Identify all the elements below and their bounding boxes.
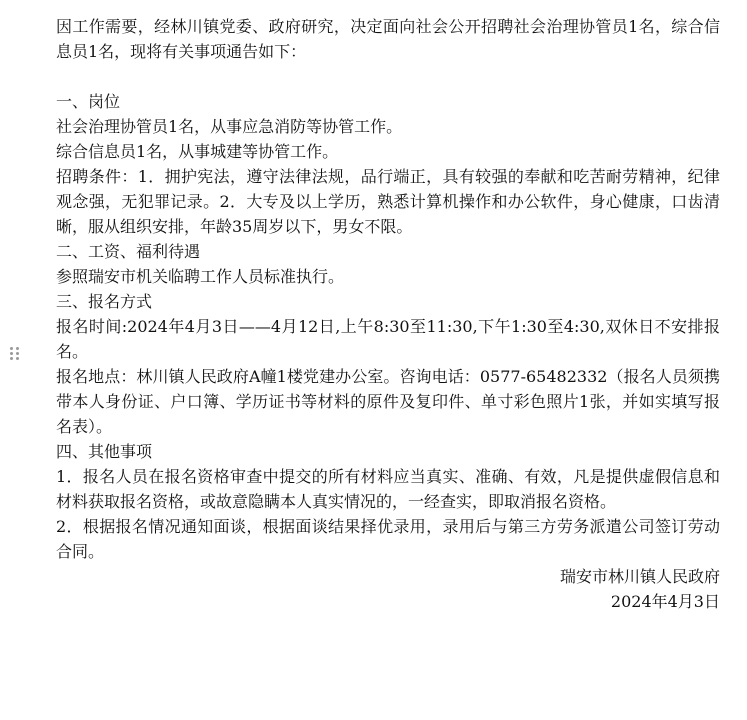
blank-line <box>56 64 720 89</box>
recruitment-requirements: 招聘条件：1．拥护宪法，遵守法律法规，品行端正，具有较强的奉献和吃苦耐劳精神，纪律观念强，无犯罪记录。2．大专及以上学历，熟悉计算机操作和办公软件，身心健康，口齿清晰，服从组织安排，年龄35周岁以下，男女不限。 <box>56 167 720 236</box>
drag-dot <box>10 352 13 355</box>
signature-org: 瑞安市林川镇人民政府 <box>559 567 720 586</box>
signature-date: 2024年4月3日 <box>610 592 720 611</box>
section-heading-positions: 一、岗位 <box>56 92 121 111</box>
other-item-1: 1．报名人员在报名资格审查中提交的所有材料应当真实、准确、有效，凡是提供虚假信息和材料获取报名资格，或故意隐瞒本人真实情况的，一经查实，即取消报名资格。 <box>56 467 720 511</box>
post-social-governance: 社会治理协管员1名，从事应急消防等协管工作。 <box>56 117 403 136</box>
section-heading-other: 四、其他事项 <box>56 442 153 461</box>
drag-dot <box>10 357 13 360</box>
registration-place: 报名地点：林川镇人民政府A幢1楼党建办公室。咨询电话：0577-65482332（报名人员须携带本人身份证、户口簿、学历证书等材料的原件及复印件、单寸彩色照片1张，并如实填写报名表）。 <box>56 367 720 436</box>
post-information-officer: 综合信息员1名，从事城建等协管工作。 <box>56 142 339 161</box>
section-heading-registration: 三、报名方式 <box>56 292 153 311</box>
notice-document <box>56 14 720 614</box>
drag-dot <box>16 352 19 355</box>
intro-paragraph: 因工作需要，经林川镇党委、政府研究，决定面向社会公开招聘社会治理协管员1名，综合信息员1名，现将有关事项通告如下： <box>56 17 720 61</box>
section-heading-salary: 二、工资、福利待遇 <box>56 242 201 261</box>
registration-time: 报名时间:2024年4月3日——4月12日,上午8:30至11:30,下午1:30至4:30,双休日不安排报名。 <box>56 317 720 361</box>
drag-dot <box>16 357 19 360</box>
drag-dot <box>16 347 19 350</box>
drag-dot <box>10 347 13 350</box>
salary-text: 参照瑞安市机关临聘工作人员标准执行。 <box>56 267 345 286</box>
drag-handle-icon[interactable] <box>10 347 20 361</box>
other-item-2: 2．根据报名情况通知面谈，根据面谈结果择优录用，录用后与第三方劳务派遣公司签订劳动合同。 <box>56 517 720 561</box>
